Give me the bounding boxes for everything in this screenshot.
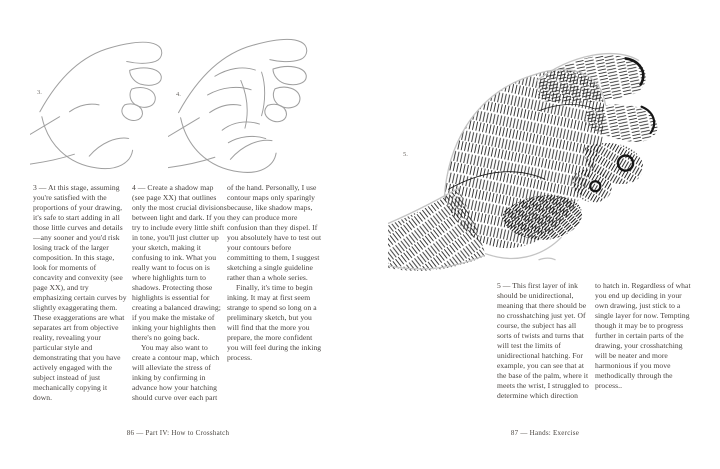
- text-column-3: [227, 183, 323, 363]
- figure-label-5: 5.: [403, 151, 408, 158]
- paragraph: You may also want to create a contour map, which will alleviate the stress of inking by confirming in advance how your hatching should curve over each part: [132, 343, 220, 402]
- paragraph: of the hand. Personally, I use contour maps only sparingly because, like shadow maps, they can produce more confusion than they dispel. If you absolutely have to test out your contours before committing to them, I suggest sketching a single guideline rather than a whole series.: [227, 183, 322, 282]
- paragraph: 4 — Create a shadow map (see page XX) that outlines only the most crucial divisions between light and dark. If you try to include every little shift in tone, you'll just clutter up your sketch, making it confusing to ink. What you really want to focus on is where highlights turn to shadows. Protecting those highlights is essential for creating a balanced drawing; if you make the mistake of inking your highlights then there's no going back.: [132, 183, 227, 342]
- hand-sketch-outline-figure: [30, 18, 178, 174]
- text-column-5: [595, 281, 692, 391]
- paragraph: 5 — This first layer of ink should be unidirectional, meaning that there should be no crosshatching just yet. Of course, the subject has all sorts of twists and turns that will test the limits of unidirectional hatching. For example, you can see that at the base of the palm, where it meets the wrist, I struggled to determine which direction: [497, 281, 589, 400]
- paragraph: 3 — At this stage, assuming you're satisfied with the proportions of your drawing, it's safe to start adding in all those little curves and details—any sooner and you'd risk losing track of the larger composition. In this stage, look for moments of concavity and convexity (see page XX), and try emphasizing certain curves by slightly exaggerating them. These exaggerations are what separates art from objective reality, revealing your particular style and demonstrating that you have actively engaged with the subject instead of just mechanically copying it down.: [33, 183, 127, 402]
- paragraph: Finally, it's time to begin inking. It may at first seem strange to spend so long on a preliminary sketch, but you will find that the more you prepare, the more confident you will feel during the inking process.: [227, 283, 322, 362]
- figure-label-3: 3.: [37, 89, 42, 96]
- paragraph: to hatch in. Regardless of what you end up deciding in your own drawing, just stick to a single layer for now. Tempting though it may be to progress further in certain parts of the drawing, your crosshatching will be neater and more harmonious if you move methodically through the process..: [595, 281, 691, 390]
- text-column-2: [132, 183, 227, 403]
- figure-label-4: 4.: [176, 91, 181, 98]
- page-footer-right: 87 — Hands: Exercise: [510, 429, 580, 437]
- text-column-4: [497, 281, 592, 401]
- text-column-1: [33, 183, 128, 403]
- hand-shadow-map-figure: [168, 14, 324, 178]
- hand-crosshatch-figure: [388, 12, 700, 284]
- page-footer-left: 86 — Part IV: How to Crosshatch: [126, 429, 230, 437]
